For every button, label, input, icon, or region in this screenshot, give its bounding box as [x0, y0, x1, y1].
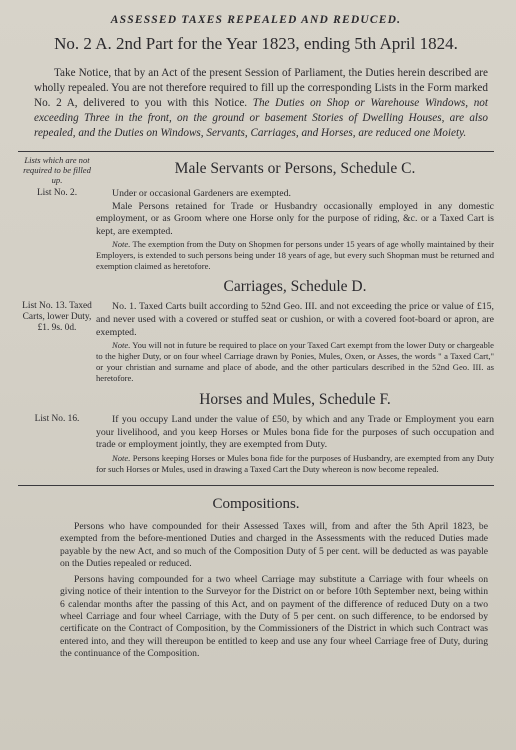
running-title: ASSESSED TAXES REPEALED AND REDUCED.	[110, 14, 402, 26]
note-text: The exemption from the Duty on Shopmen for persons under 15 years of age wholly maintained by their Employers, is extended to such persons being under 18 years of age, but every such Shopman must be returned and exemption claimed as heretofore.	[96, 239, 494, 272]
list-no-2: List No. 2.	[36, 188, 78, 198]
schedule-f-title: Horses and Mules, Schedule F.	[199, 391, 391, 409]
note-text: Persons keeping Horses or Mules bona fide for the purposes of Husbandry, are exempted from any Duty for such Horses or Mules, used in drawing a Taxed Cart the Duty whereon is now become repealed.	[96, 452, 495, 474]
compositions-p1: Persons who have compounded for their Assessed Taxes will, from and after the 5th April 1823, be exempted from the before-mentioned Duties and charged in the Assessments with the reduced Duties made payable by the new Act, and so much of the Composition Duty of 5 per cent. will be deducted as was payable on the Duties repealed or reduced.	[60, 520, 488, 569]
schedule-d-p1: No. 1. Taxed Carts built according to 52nd Geo. III. and not exceeding the price or value of £15, and never used with a covered or stuffed seat or cushion, or with a covered foot-board or apron, are exempted.	[96, 301, 494, 338]
list-no-13: List No. 13. Taxed Carts, lower Duty, £1. 9s. 0d.	[22, 301, 92, 334]
schedule-c-body	[96, 188, 494, 272]
notice-text: Take Notice, that by an Act of the present Session of Parliament, the Duties herein described are wholly repealed. You are not therefore required to fill up the corresponding Lists in the Form marked No. 2 A, delivered to you with this Notice.	[34, 67, 488, 109]
note-label: Note.	[112, 239, 131, 250]
schedule-d-note	[96, 340, 494, 384]
note-label: Note.	[112, 340, 131, 351]
side-header: Lists which are not required to be filled up.	[23, 155, 91, 185]
schedule-c-p2: Male Persons retained for Trade or Husbandry occasionally employed in any domestic employment, or as Groom where one Horse only for the purpose of riding, &c. or a Taxed Cart is kept, are exempted.	[96, 200, 494, 237]
notice-paragraph	[34, 66, 488, 141]
schedule-f-body	[96, 414, 494, 475]
divider	[18, 151, 494, 152]
page-title: No. 2 A. 2nd Part for the Year 1823, ending 5th April 1824.	[54, 34, 458, 53]
note-text: You will not in future be required to place on your Taxed Cart exempt from the lower Duty or chargeable to the higher Duty, or on four wheel Carriage drawn by Ponies, Mules, Oxen, or Asses, the words " a Taxed Cart," or your christian and surname and place of abode, and the other particulars described in the 52nd Geo. III. as heretofore.	[96, 340, 494, 384]
schedule-c-note	[96, 239, 494, 272]
divider	[18, 485, 494, 486]
schedule-c-p1: Under or occasional Gardeners are exempted.	[112, 188, 291, 199]
schedule-d-body	[96, 301, 494, 384]
schedule-f-p1: If you occupy Land under the value of £50, by which and any Trade or Employment you earn your livelihood, and you keep Horses or Mules bona fide for the purposes of such occupation and trade or employment jointly, they are exempted from Duty.	[96, 414, 494, 451]
schedule-d-title: Carriages, Schedule D.	[223, 278, 367, 296]
notice-italic: The Duties on Shop or Warehouse Windows, not exceeding Three in the front, on the ground or basement Stories of Dwelling Houses, are also repealed, and the Duties on Windows, Servants, Carriages, and Horses, are reduced one Moiety.	[34, 97, 488, 139]
compositions-title: Compositions.	[212, 495, 300, 512]
schedule-c-title: Male Servants or Persons, Schedule C.	[174, 160, 416, 177]
list-no-16: List No. 16.	[34, 414, 80, 425]
schedule-f-note	[96, 453, 494, 475]
compositions-p2: Persons having compounded for a two wheel Carriage may substitute a Carriage with four wheels on giving notice of their intention to the Surveyor for the District on or before 10th September next, being within 6 calendar months after the passing of this Act, and on payment of the difference of reduced Duty on a two wheel Carriage and four wheel Carriage, with the Duty of 5 per cent. on such difference, to be endorsed by certificate on the Contract of Composition, by the Commissioners of the District in which such Contract was entered into, and they will thereupon be entitled to keep and use any four wheel Carriage free of Duty, during the continuance of the Composition.	[60, 574, 488, 659]
compositions-body	[60, 521, 488, 660]
note-label: Note.	[112, 452, 131, 463]
